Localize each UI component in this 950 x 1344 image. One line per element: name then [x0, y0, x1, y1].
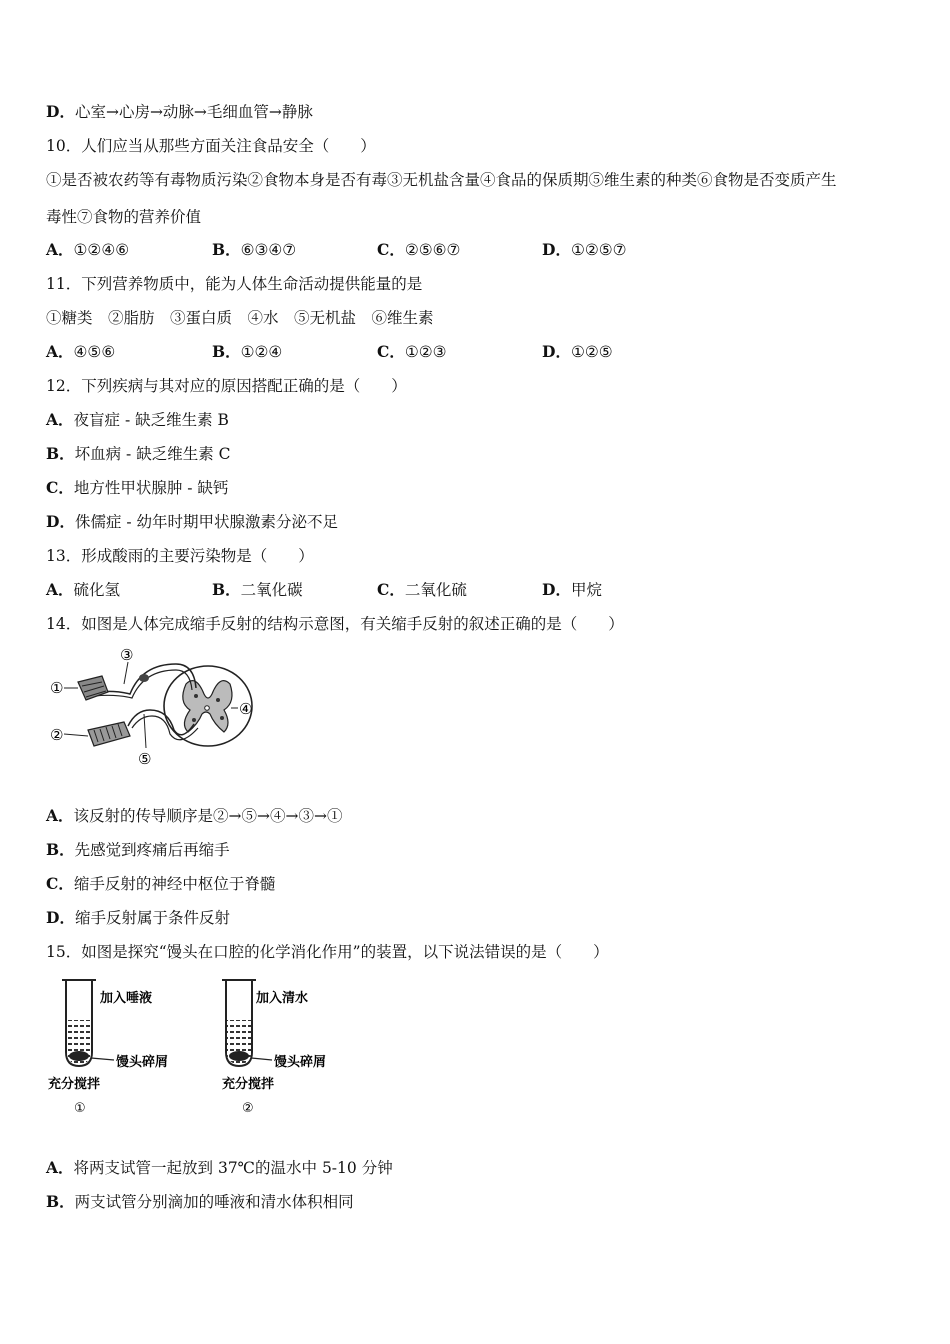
q15-stem: 15．如图是探究“馒头在口腔的化学消化作用”的装置，以下说法错误的是（ ）	[46, 943, 609, 961]
q11-option-c	[377, 342, 447, 362]
q12-stem: 12．下列疾病与其对应的原因搭配正确的是（ ）	[46, 377, 407, 395]
q14-stem: 14．如图是人体完成缩手反射的结构示意图，有关缩手反射的叙述正确的是（ ）	[46, 615, 624, 633]
q10-option-c	[377, 240, 460, 260]
option-letter: A．	[46, 410, 74, 429]
option-letter: A．	[46, 580, 74, 599]
option-letter: B．	[212, 240, 241, 259]
option-text: 侏儒症 - 幼年时期甲状腺激素分泌不足	[74, 513, 339, 531]
option-text: ⑥③④⑦	[240, 241, 297, 259]
q13-option-b	[212, 580, 303, 600]
tube1-crumbs-label: 馒头碎屑	[116, 1055, 169, 1070]
option-letter: D．	[46, 102, 75, 121]
q12-option-a	[46, 410, 229, 430]
label-efferent: ⑤	[138, 750, 152, 768]
tube1-add-label: 加入唾液	[100, 991, 153, 1006]
option-letter: C．	[46, 478, 74, 497]
option-letter: C．	[377, 342, 405, 361]
label-receptor: ①	[50, 679, 64, 697]
label-center: ④	[239, 700, 253, 718]
option-letter: B．	[212, 580, 241, 599]
q12-option-c	[46, 478, 228, 498]
option-text: 坏血病 - 缺乏维生素 C	[74, 445, 231, 463]
q13-option-a	[46, 580, 120, 600]
option-text: 心室→心房→动脉→毛细血管→静脉	[74, 103, 313, 121]
bread-crumbs-2	[229, 1051, 249, 1061]
option-text: ①②④	[240, 343, 283, 361]
ganglion	[139, 674, 149, 682]
q9-option-d	[46, 102, 313, 122]
option-text: ④⑤⑥	[73, 343, 116, 361]
q10-items-line2: 毒性⑦食物的营养价值	[46, 208, 202, 226]
option-letter: B．	[46, 840, 75, 859]
label-afferent: ③	[120, 646, 134, 664]
option-text: 甲烷	[570, 581, 602, 599]
q15-option-b	[46, 1192, 354, 1212]
q11-option-b	[212, 342, 282, 362]
tube2-add-label: 加入清水	[256, 991, 309, 1006]
option-text: ①②⑤	[570, 343, 613, 361]
bread-crumbs-1	[69, 1051, 89, 1061]
option-letter: B．	[212, 342, 241, 361]
option-text: 该反射的传导顺序是②→⑤→④→③→①	[73, 807, 343, 825]
q11-items: ①糖类 ②脂肪 ③蛋白质 ④水 ⑤无机盐 ⑥维生素	[46, 309, 434, 327]
option-letter: A．	[46, 240, 74, 259]
option-text: 将两支试管一起放到 37℃的温水中 5-10 分钟	[73, 1159, 393, 1177]
q10-items-line1: ①是否被农药等有毒物质污染②食物本身是否有毒③无机盐含量④食品的保质期⑤维生素的种类⑥食物是否变质产生	[46, 171, 837, 189]
tube2-stir-label: 充分搅拌	[222, 1077, 275, 1092]
option-letter: A．	[46, 1158, 74, 1177]
test-tube-figure	[44, 976, 344, 1125]
option-text: ①②⑤⑦	[570, 241, 627, 259]
option-letter: C．	[377, 240, 405, 259]
q14-option-a	[46, 806, 342, 826]
reflex-arc-figure	[46, 644, 261, 778]
q14-option-d	[46, 908, 230, 928]
option-letter: A．	[46, 806, 74, 825]
option-text: ①②④⑥	[73, 241, 130, 259]
tube1-number: ①	[74, 1101, 86, 1116]
option-letter: D．	[542, 240, 571, 259]
tube1-stir-label: 充分搅拌	[48, 1077, 101, 1092]
option-text: 先感觉到疼痛后再缩手	[74, 841, 230, 859]
option-letter: D．	[542, 580, 571, 599]
option-text: 缩手反射的神经中枢位于脊髓	[73, 875, 276, 893]
option-letter: D．	[46, 512, 75, 531]
q11-option-d	[542, 342, 613, 362]
q10-option-b	[212, 240, 296, 260]
option-text: 二氧化碳	[240, 581, 303, 599]
q13-option-d	[542, 580, 602, 600]
q11-option-a	[46, 342, 115, 362]
option-letter: A．	[46, 342, 74, 361]
option-letter: B．	[46, 444, 75, 463]
q10-stem: 10．人们应当从那些方面关注食品安全（ ）	[46, 137, 376, 155]
option-text: ①②③	[404, 343, 447, 361]
tube2-number: ②	[242, 1101, 254, 1116]
option-text: 两支试管分别滴加的唾液和清水体积相同	[74, 1193, 354, 1211]
option-letter: D．	[542, 342, 571, 361]
q10-option-d	[542, 240, 627, 260]
q10-option-a	[46, 240, 129, 260]
q14-option-b	[46, 840, 230, 860]
option-letter: C．	[377, 580, 405, 599]
q12-option-d	[46, 512, 338, 532]
q11-stem: 11．下列营养物质中，能为人体生命活动提供能量的是	[46, 275, 423, 293]
tube2-crumbs-label: 馒头碎屑	[274, 1055, 327, 1070]
q15-option-a	[46, 1158, 393, 1178]
option-letter: C．	[46, 874, 74, 893]
effector	[88, 722, 130, 746]
option-letter: B．	[46, 1192, 75, 1211]
option-text: 夜盲症 - 缺乏维生素 B	[73, 411, 229, 429]
option-text: 硫化氢	[73, 581, 121, 599]
option-text: ②⑤⑥⑦	[404, 241, 461, 259]
label-effector: ②	[50, 726, 64, 744]
option-text: 二氧化硫	[404, 581, 467, 599]
q13-stem: 13．形成酸雨的主要污染物是（ ）	[46, 547, 314, 565]
receptor	[78, 676, 108, 700]
q13-option-c	[377, 580, 467, 600]
q12-option-b	[46, 444, 231, 464]
option-text: 地方性甲状腺肿 - 缺钙	[73, 479, 229, 497]
q14-option-c	[46, 874, 275, 894]
option-letter: D．	[46, 908, 75, 927]
option-text: 缩手反射属于条件反射	[74, 909, 230, 927]
